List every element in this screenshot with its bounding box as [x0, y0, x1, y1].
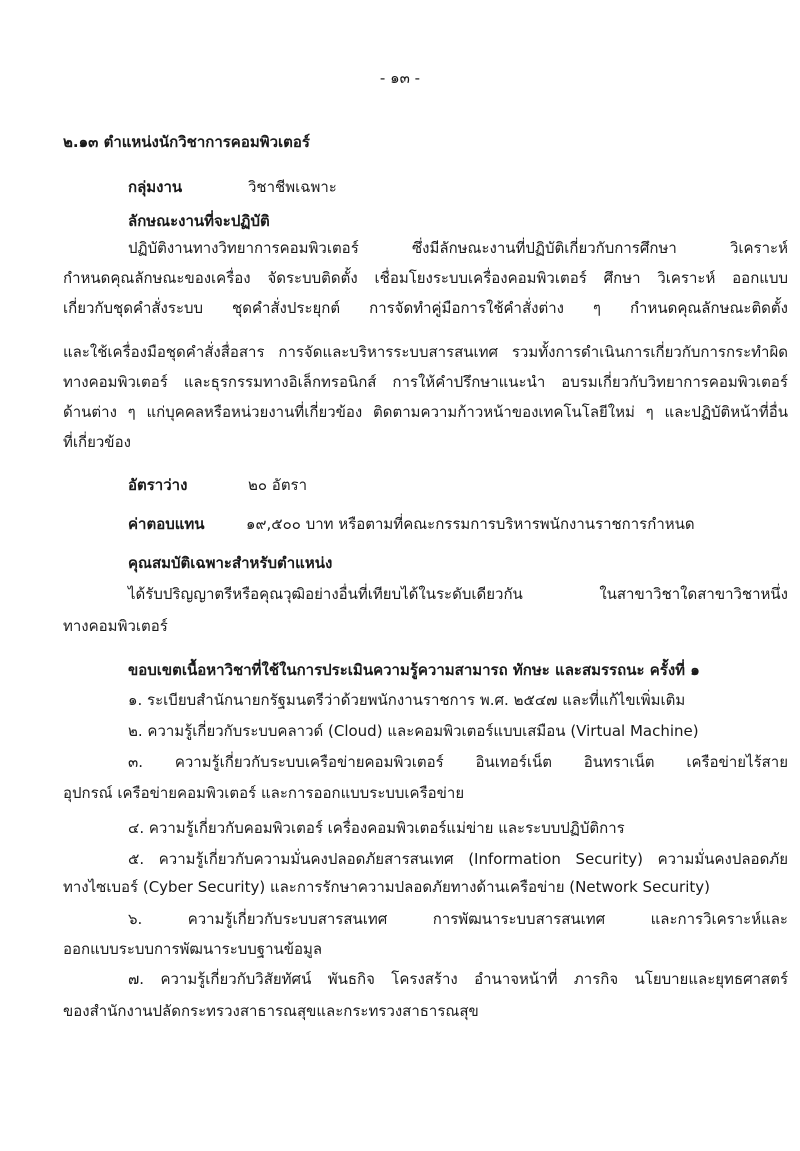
vacancy-label: อัตราว่าง [128, 476, 188, 494]
scope-item-5-cont: ทางไซเบอร์ (Cyber Security) และการรักษาความปลอดภัยทางด้านเครือข่าย (Network Security) [63, 878, 710, 896]
scope-item-3-cont: อุปกรณ์ เครือข่ายคอมพิวเตอร์ และการออกแบบระบบเครือข่าย [63, 784, 465, 802]
duties-line: ด้านต่าง ๆ แก่บุคคลหรือหน่วยงานที่เกี่ยวข้อง ติดตามความก้าวหน้าของเทคโนโลยีใหม่ ๆ และปฏิบัติหน้าที่อื่น [63, 403, 788, 421]
group-value: วิชาชีพเฉพาะ [248, 178, 337, 196]
scope-item-7: ๗. ความรู้เกี่ยวกับวิสัยทัศน์ พันธกิจ โครงสร้าง อำนาจหน้าที่ ภารกิจ นโยบายและยุทธศาสตร์ [128, 970, 788, 988]
vacancy-value: ๒๐ อัตรา [248, 476, 308, 494]
duties-heading: ลักษณะงานที่จะปฏิบัติ [128, 212, 270, 230]
scope-item-6-cont: ออกแบบระบบการพัฒนาระบบฐานข้อมูล [63, 940, 323, 958]
page-number: - ๑๓ - [379, 69, 421, 87]
duties-line: ปฏิบัติงานทางวิทยาการคอมพิวเตอร์ ซึ่งมีลักษณะงานที่ปฏิบัติเกี่ยวกับการศึกษา วิเคราะห์ [128, 239, 788, 257]
qualifications-line: ทางคอมพิวเตอร์ [63, 617, 168, 635]
scope-item-2: ๒. ความรู้เกี่ยวกับระบบคลาวด์ (Cloud) และคอมพิวเตอร์แบบเสมือน (Virtual Machine) [128, 722, 699, 740]
section-heading: ๒.๑๓ ตำแหน่งนักวิชาการคอมพิวเตอร์ [63, 133, 310, 151]
group-row [128, 177, 337, 197]
duties-line: กำหนดคุณลักษณะของเครื่อง จัดระบบติดตั้ง เชื่อมโยงระบบเครื่องคอมพิวเตอร์ ศึกษา วิเคราะห์ ออกแบบ [63, 269, 788, 287]
salary-label: ค่าตอบแทน [128, 515, 205, 533]
qualifications-line: ได้รับปริญญาตรีหรือคุณวุฒิอย่างอื่นที่เทียบได้ในระดับเดียวกัน ในสาขาวิชาใดสาขาวิชาหนึ่ง [128, 585, 788, 603]
scope-item-7-cont: ของสำนักงานปลัดกระทรวงสาธารณสุขและกระทรวงสาธารณสุข [63, 1002, 479, 1020]
qualifications-heading: คุณสมบัติเฉพาะสำหรับตำแหน่ง [128, 554, 333, 572]
salary-value: ๑๙,๕๐๐ บาท หรือตามที่คณะกรรมการบริหารพนักงานราชการกำหนด [246, 515, 695, 533]
scope-item-4: ๔. ความรู้เกี่ยวกับคอมพิวเตอร์ เครื่องคอมพิวเตอร์แม่ข่าย และระบบปฏิบัติการ [128, 819, 625, 837]
scope-item-5: ๕. ความรู้เกี่ยวกับความมั่นคงปลอดภัยสารสนเทศ (Information Security) ความมั่นคงปลอดภัย [128, 850, 788, 868]
duties-line: เกี่ยวกับชุดคำสั่งระบบ ชุดคำสั่งประยุกต์ การจัดทำคู่มือการใช้คำสั่งต่าง ๆ กำหนดคุณลักษณะติดตั้ง [63, 299, 788, 317]
duties-line: ที่เกี่ยวข้อง [63, 433, 131, 451]
vacancy-row [128, 475, 307, 495]
duties-line: และใช้เครื่องมือชุดคำสั่งสื่อสาร การจัดและบริหารระบบสารสนเทศ รวมทั้งการดำเนินการเกี่ยวกับการกระทำผิด [63, 343, 788, 361]
group-label: กลุ่มงาน [128, 178, 183, 196]
scope-heading: ขอบเขตเนื้อหาวิชาที่ใช้ในการประเมินความรู้ความสามารถ ทักษะ และสมรรถนะ ครั้งที่ ๑ [128, 661, 700, 679]
scope-item-1: ๑. ระเบียบสำนักนายกรัฐมนตรีว่าด้วยพนักงานราชการ พ.ศ. ๒๕๔๗ และที่แก้ไขเพิ่มเติม [128, 691, 686, 709]
duties-line: ทางคอมพิวเตอร์ และธุรกรรมทางอิเล็กทรอนิกส์ การให้คำปรึกษาแนะนำ อบรมเกี่ยวกับวิทยาการคอมพิวเตอร์ [63, 373, 788, 391]
scope-item-6: ๖. ความรู้เกี่ยวกับระบบสารสนเทศ การพัฒนาระบบสารสนเทศ และการวิเคราะห์และ [128, 910, 788, 928]
scope-item-3: ๓. ความรู้เกี่ยวกับระบบเครือข่ายคอมพิวเตอร์ อินเทอร์เน็ต อินทราเน็ต เครือข่ายไร้สาย [128, 753, 788, 771]
salary-row [128, 514, 695, 534]
